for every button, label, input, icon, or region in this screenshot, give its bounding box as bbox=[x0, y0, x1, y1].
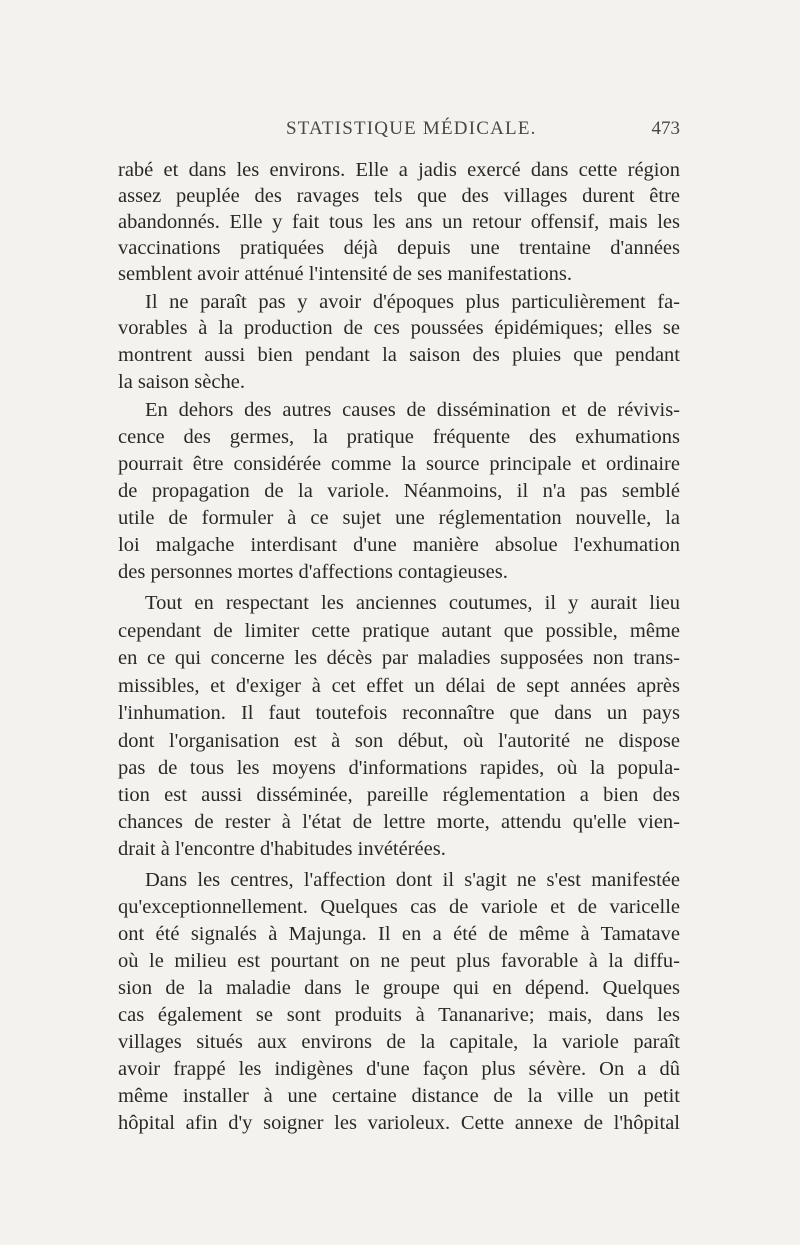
text-line: dont l'organisation est à son début, où l'autorité ne dispose bbox=[118, 730, 680, 752]
text-line: villages situés aux environs de la capitale, la variole paraît bbox=[118, 1031, 680, 1053]
text-line: cence des germes, la pratique fréquente des exhumations bbox=[118, 426, 680, 448]
text-line: missibles, et d'exiger à cet effet un délai de sept années après bbox=[118, 675, 680, 697]
text-line: cependant de limiter cette pratique autant que possible, même bbox=[118, 620, 680, 642]
text-line: de propagation de la variole. Néanmoins, il n'a pas semblé bbox=[118, 480, 680, 502]
running-title: STATISTIQUE MÉDICALE. bbox=[286, 118, 537, 139]
text-line: utile de formuler à ce sujet une réglementation nouvelle, la bbox=[118, 507, 680, 529]
text-line: cas également se sont produits à Tananarive; mais, dans les bbox=[118, 1004, 680, 1026]
text-line: pas de tous les moyens d'informations rapides, où la popula- bbox=[118, 757, 680, 779]
text-line: qu'exceptionnellement. Quelques cas de variole et de varicelle bbox=[118, 896, 680, 918]
text-line: hôpital afin d'y soigner les varioleux. Cette annexe de l'hôpital bbox=[118, 1112, 680, 1134]
text-line: où le milieu est pourtant on ne peut plus favorable à la diffu- bbox=[118, 950, 680, 972]
text-line: vaccinations pratiquées déjà depuis une trentaine d'années bbox=[118, 237, 680, 259]
text-line: en ce qui concerne les décès par maladies supposées non trans- bbox=[118, 647, 680, 669]
text-line: des personnes mortes d'affections contagieuses. bbox=[118, 561, 508, 583]
text-line: Dans les centres, l'affection dont il s'agit ne s'est manifestée bbox=[145, 869, 680, 891]
text-line: rabé et dans les environs. Elle a jadis exercé dans cette région bbox=[118, 159, 680, 181]
text-line: Tout en respectant les anciennes coutumes, il y aurait lieu bbox=[145, 592, 680, 614]
text-line: En dehors des autres causes de dissémination et de révivis- bbox=[145, 399, 680, 421]
text-line: sion de la maladie dans le groupe qui en dépend. Quelques bbox=[118, 977, 680, 999]
text-line: tion est aussi disséminée, pareille réglementation a bien des bbox=[118, 784, 680, 806]
page-number: 473 bbox=[651, 118, 680, 139]
text-line: l'inhumation. Il faut toutefois reconnaître que dans un pays bbox=[118, 702, 680, 724]
text-line: chances de rester à l'état de lettre morte, attendu qu'elle vien- bbox=[118, 811, 680, 833]
text-line: loi malgache interdisant d'une manière absolue l'exhumation bbox=[118, 534, 680, 556]
page-header bbox=[118, 118, 680, 144]
text-line: pourrait être considérée comme la source principale et ordinaire bbox=[118, 453, 680, 475]
text-line: assez peuplée des ravages tels que des villages durent être bbox=[118, 185, 680, 207]
text-line: drait à l'encontre d'habitudes invétérées. bbox=[118, 838, 446, 860]
text-line: semblent avoir atténué l'intensité de ses manifestations. bbox=[118, 263, 573, 285]
text-line: abandonnés. Elle y fait tous les ans un retour offensif, mais les bbox=[118, 211, 680, 233]
text-line: avoir frappé les indigènes d'une façon plus sévère. On a dû bbox=[118, 1058, 680, 1080]
text-line: Il ne paraît pas y avoir d'époques plus particulièrement fa- bbox=[145, 291, 680, 313]
text-line: ont été signalés à Majunga. Il en a été de même à Tamatave bbox=[118, 923, 680, 945]
text-line: montrent aussi bien pendant la saison des pluies que pendant bbox=[118, 344, 680, 366]
text-line: la saison sèche. bbox=[118, 371, 245, 393]
text-line: vorables à la production de ces poussées épidémiques; elles se bbox=[118, 317, 680, 339]
text-line: même installer à une certaine distance de la ville un petit bbox=[118, 1085, 680, 1107]
